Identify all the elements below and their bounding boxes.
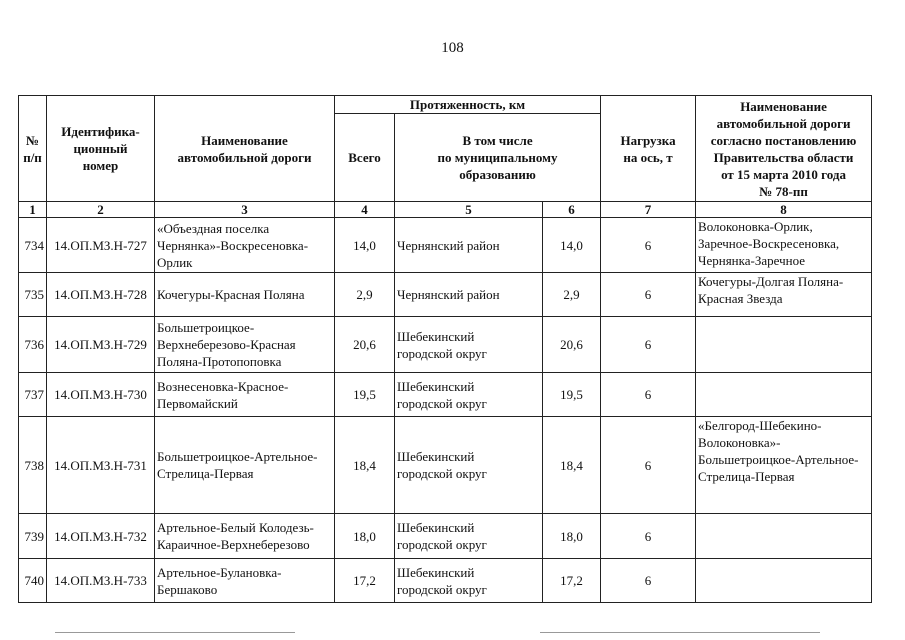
row-number: 739 xyxy=(19,514,47,559)
municipality: Шебекинский городской округ xyxy=(395,417,543,514)
axle-load: 6 xyxy=(601,514,696,559)
road-name: Большетроицкое-Артельное- Стрелица-Первая xyxy=(155,417,335,514)
length-total: 20,6 xyxy=(335,317,395,373)
road-id: 14.ОП.МЗ.Н-730 xyxy=(47,373,155,417)
row-number: 734 xyxy=(19,218,47,273)
length-total: 14,0 xyxy=(335,218,395,273)
column-number: 8 xyxy=(696,202,872,218)
page-number: 108 xyxy=(441,40,464,56)
header-decree: Наименование автомобильной дороги согласно постановлению Правительства области от 15 марта 2010 года № 78-пп xyxy=(696,96,872,202)
row-number: 736 xyxy=(19,317,47,373)
roads-table xyxy=(18,95,872,603)
header-length: Протяженность, км xyxy=(335,96,601,114)
road-id: 14.ОП.МЗ.Н-727 xyxy=(47,218,155,273)
axle-load: 6 xyxy=(601,417,696,514)
column-number: 7 xyxy=(601,202,696,218)
decree-road-name: «Белгород-Шебекино- Волоконовка»- Большетроицкое-Артельное- Стрелица-Первая xyxy=(696,417,872,514)
table-row xyxy=(19,559,872,603)
column-number: 6 xyxy=(543,202,601,218)
column-number: 5 xyxy=(395,202,543,218)
municipality: Шебекинский городской округ xyxy=(395,514,543,559)
road-name: Кочегуры-Красная Поляна xyxy=(155,273,335,317)
header-load: Нагрузка на ось, т xyxy=(601,96,696,202)
length-municipal: 18,4 xyxy=(543,417,601,514)
length-total: 17,2 xyxy=(335,559,395,603)
length-total: 2,9 xyxy=(335,273,395,317)
column-number-row xyxy=(19,202,872,218)
length-municipal: 20,6 xyxy=(543,317,601,373)
municipality: Шебекинский городской округ xyxy=(395,317,543,373)
road-id: 14.ОП.МЗ.Н-729 xyxy=(47,317,155,373)
road-id: 14.ОП.МЗ.Н-728 xyxy=(47,273,155,317)
table-row xyxy=(19,317,872,373)
row-number: 737 xyxy=(19,373,47,417)
row-number: 740 xyxy=(19,559,47,603)
road-name: Вознесеновка-Красное- Первомайский xyxy=(155,373,335,417)
length-municipal: 2,9 xyxy=(543,273,601,317)
road-id: 14.ОП.МЗ.Н-732 xyxy=(47,514,155,559)
table-body xyxy=(19,218,872,603)
column-number: 3 xyxy=(155,202,335,218)
length-municipal: 14,0 xyxy=(543,218,601,273)
axle-load: 6 xyxy=(601,218,696,273)
table-row xyxy=(19,273,872,317)
decree-road-name xyxy=(696,317,872,373)
column-number: 1 xyxy=(19,202,47,218)
header-total: Всего xyxy=(335,114,395,202)
decree-road-name: Волоконовка-Орлик, Заречное-Воскресеновка, Чернянка-Заречное xyxy=(696,218,872,273)
road-id: 14.ОП.МЗ.Н-731 xyxy=(47,417,155,514)
length-total: 18,0 xyxy=(335,514,395,559)
municipality: Чернянский район xyxy=(395,218,543,273)
column-number: 2 xyxy=(47,202,155,218)
length-municipal: 19,5 xyxy=(543,373,601,417)
column-number: 4 xyxy=(335,202,395,218)
length-municipal: 18,0 xyxy=(543,514,601,559)
header-ident: Идентифика- ционный номер xyxy=(47,96,155,202)
axle-load: 6 xyxy=(601,317,696,373)
axle-load: 6 xyxy=(601,559,696,603)
table-row xyxy=(19,218,872,273)
row-number: 738 xyxy=(19,417,47,514)
table-row xyxy=(19,417,872,514)
decree-road-name: Кочегуры-Долгая Поляна- Красная Звезда xyxy=(696,273,872,317)
header-num: № п/п xyxy=(19,96,47,202)
bottom-edge-rule xyxy=(540,632,820,633)
row-number: 735 xyxy=(19,273,47,317)
decree-road-name xyxy=(696,373,872,417)
header-municipal: В том числе по муниципальному образованию xyxy=(395,114,601,202)
municipality: Шебекинский городской округ xyxy=(395,559,543,603)
table-row xyxy=(19,514,872,559)
decree-road-name xyxy=(696,559,872,603)
length-total: 19,5 xyxy=(335,373,395,417)
axle-load: 6 xyxy=(601,373,696,417)
road-id: 14.ОП.МЗ.Н-733 xyxy=(47,559,155,603)
road-name: Большетроицкое- Верхнеберезово-Красная Поляна-Протопоповка xyxy=(155,317,335,373)
bottom-edge-rule xyxy=(55,632,295,633)
length-municipal: 17,2 xyxy=(543,559,601,603)
decree-road-name xyxy=(696,514,872,559)
road-name: Артельное-Белый Колодезь- Караичное-Верхнеберезово xyxy=(155,514,335,559)
length-total: 18,4 xyxy=(335,417,395,514)
municipality: Шебекинский городской округ xyxy=(395,373,543,417)
axle-load: 6 xyxy=(601,273,696,317)
municipality: Чернянский район xyxy=(395,273,543,317)
table-row xyxy=(19,373,872,417)
header-name: Наименование автомобильной дороги xyxy=(155,96,335,202)
road-name: «Объездная поселка Чернянка»-Воскресеновка- Орлик xyxy=(155,218,335,273)
road-name: Артельное-Булановка- Бершаково xyxy=(155,559,335,603)
